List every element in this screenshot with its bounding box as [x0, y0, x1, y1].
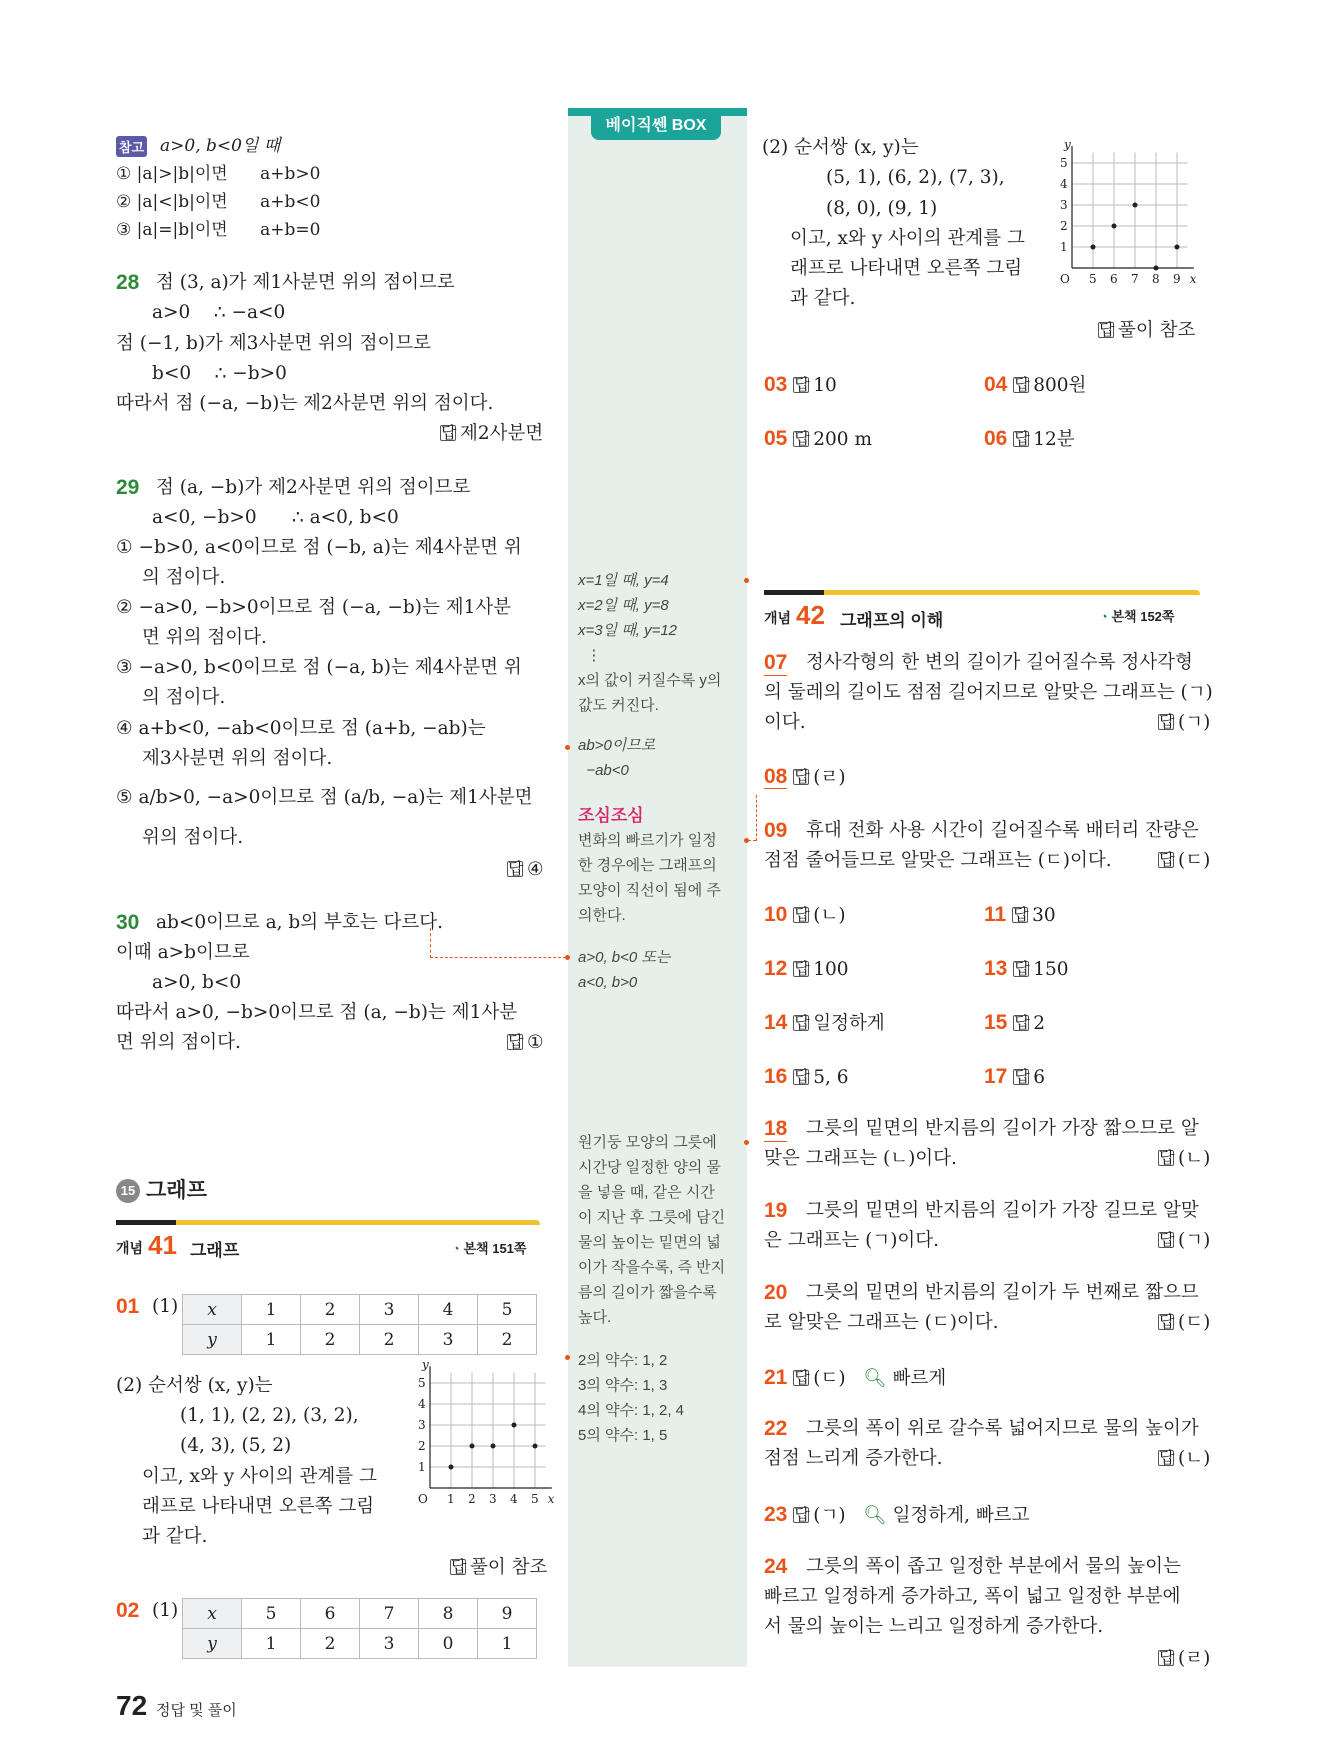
- box-line: 원기둥 모양의 그릇에: [578, 1134, 717, 1151]
- solution-line: 래프로 나타내면 오른쪽 그림: [142, 1496, 375, 1517]
- problem-number: 29: [116, 476, 140, 499]
- data-point: [470, 1444, 475, 1449]
- answer-icon: 답: [451, 1557, 467, 1576]
- box-line: x의 값이 커질수록 y의: [578, 672, 722, 689]
- solution-line: 따라서 a>0, −b>0이므로 점 (a, −b)는 제1사분: [116, 1002, 518, 1023]
- data-point: [449, 1465, 454, 1470]
- concept-title: 그래프: [190, 1241, 240, 1260]
- answer-icon: 답: [1159, 1230, 1175, 1249]
- concept-title: 그래프의 이해: [840, 611, 944, 630]
- solution-line: 이다.: [764, 712, 806, 733]
- concept-label: 개념: [764, 610, 792, 626]
- box-line: 높다.: [578, 1309, 612, 1326]
- box-line: 이가 작을수록, 즉 반지: [578, 1259, 726, 1276]
- connector-dot: [744, 578, 749, 583]
- answer-icon: 답: [794, 429, 810, 448]
- box-line: −ab<0: [578, 762, 629, 779]
- solution-line: (1, 1), (2, 2), (3, 2),: [180, 1405, 359, 1426]
- page-number: 72: [116, 1690, 148, 1721]
- answer: 답 (ㄴ): [1159, 1448, 1211, 1469]
- answer-icon: 답: [1014, 959, 1030, 978]
- box-line: ⋮: [578, 647, 602, 664]
- answer-text: ④: [527, 859, 544, 880]
- solution-line: 의 둘레의 길이도 점점 길어지므로 알맞은 그래프는 (ㄱ): [764, 682, 1213, 703]
- concept-42-header: [764, 590, 1200, 634]
- answer-icon: 답: [1013, 905, 1029, 924]
- problem-21: 21 답 (ㄷ) 🔍︎ 빠르게: [764, 1366, 947, 1389]
- answer-icon: 답: [508, 859, 524, 878]
- sub-label: (1): [152, 1296, 179, 1317]
- x-tick-label: 8: [1152, 272, 1160, 286]
- problem-number: 22: [764, 1417, 788, 1440]
- box-line: 값도 커진다.: [578, 697, 659, 714]
- answer-icon: 답: [794, 959, 810, 978]
- refresh-icon: ◔: [452, 1241, 460, 1256]
- answer-icon: 답: [1159, 712, 1175, 731]
- short-answer: 17 답 6: [984, 1065, 1046, 1088]
- solution-line: (8, 0), (9, 1): [826, 198, 938, 219]
- answer-text: 풀이 참조: [1118, 320, 1196, 341]
- box-line: 이 지난 후 그릇에 담긴: [578, 1209, 726, 1226]
- box-line: 4의 약수: 1, 2, 4: [578, 1402, 685, 1419]
- solution-line: 과 같다.: [790, 288, 856, 309]
- note-line: ② |a|<|b|이면 a+b<0: [116, 192, 321, 212]
- solution-line: 그릇의 밑면의 반지름의 길이가 가장 길므로 알맞: [806, 1200, 1199, 1221]
- data-point: [1154, 266, 1159, 271]
- answer-icon: 답: [1159, 1448, 1175, 1467]
- y-axis-label: y: [422, 1357, 429, 1372]
- magnifier-icon: 🔍︎: [863, 1505, 887, 1526]
- x-tick-label: 1: [447, 1492, 455, 1506]
- solution-line: 그릇의 폭이 좁고 일정한 부분에서 물의 높이는: [806, 1556, 1181, 1577]
- table-row: x 5 6 7 8 9: [183, 1599, 537, 1629]
- problem-number: 28: [116, 271, 140, 294]
- answer: [450, 1557, 547, 1579]
- table-row: x 1 2 3 4 5: [183, 1295, 537, 1325]
- box-line: 2의 약수: 1, 2: [578, 1352, 668, 1369]
- box-line: x=1일 때, y=4: [578, 572, 669, 589]
- solution-line: 따라서 점 (−a, −b)는 제2사분면 위의 점이다.: [116, 393, 494, 414]
- solution-line: 제3사분면 위의 점이다.: [142, 748, 333, 769]
- answer-icon: 답: [1014, 375, 1030, 394]
- answer-icon: 답: [794, 1013, 810, 1032]
- x-tick-label: 5: [531, 1492, 539, 1506]
- box-line: a>0, b<0 또는: [578, 949, 671, 966]
- answer: [440, 423, 543, 445]
- connector-line: [756, 795, 757, 841]
- solution-line: ⑤ a/b>0, −a>0이므로 점 (a/b, −a)는 제1사분면: [116, 787, 533, 808]
- answer-icon: 답: [1159, 1312, 1175, 1331]
- x-tick-label: O: [418, 1492, 428, 1506]
- data-point: [533, 1444, 538, 1449]
- solution-line: 의 점이다.: [142, 567, 226, 588]
- solution-line: ab<0이므로 a, b의 부호는 다르다.: [156, 912, 444, 933]
- connector-line: [430, 928, 431, 958]
- answer-icon: 답: [1159, 850, 1175, 869]
- solution-line: 위의 점이다.: [142, 827, 244, 848]
- data-point: [1175, 245, 1180, 250]
- answer-icon: 답: [508, 1032, 524, 1051]
- answer-icon: 답: [794, 1067, 810, 1086]
- solution-line: 과 같다.: [142, 1526, 208, 1547]
- solution-line: ④ a+b<0, −ab<0이므로 점 (a+b, −ab)는: [116, 718, 486, 739]
- short-answer: 12 답 100: [764, 957, 849, 980]
- answer-icon: 답: [1014, 1067, 1030, 1086]
- caution-title: 조심조심: [578, 806, 644, 825]
- box-line: 3의 약수: 1, 3: [578, 1377, 668, 1394]
- refresh-icon: ◔: [1100, 609, 1108, 624]
- problem-08: 08 답 (ㄹ): [764, 765, 846, 788]
- solution-line: a>0, b<0: [152, 972, 242, 993]
- solution-line: (2) 순서쌍 (x, y)는: [116, 1375, 273, 1396]
- note-line: a>0, b<0일 때: [160, 136, 281, 156]
- section-title: 그래프: [146, 1179, 207, 1202]
- value-table: [182, 1294, 537, 1355]
- box-line: 름의 길이가 짧을수록: [578, 1284, 717, 1301]
- solution-line: a>0 ∴ −a<0: [152, 302, 286, 323]
- short-answer: 15 답 2: [984, 1011, 1046, 1034]
- data-point: [1112, 224, 1117, 229]
- note-line: ③ |a|=|b|이면 a+b=0: [116, 220, 321, 240]
- x-tick-label: 6: [1110, 272, 1118, 286]
- answer-text: ①: [527, 1032, 544, 1053]
- solution-line: 점점 줄어들므로 알맞은 그래프는 (ㄷ)이다.: [764, 850, 1112, 871]
- y-tick-label: 1: [418, 1460, 426, 1474]
- solution-line: 은 그래프는 (ㄱ)이다.: [764, 1230, 940, 1251]
- short-answer: 10 답 (ㄴ): [764, 903, 846, 926]
- concept-number: 41: [148, 1230, 177, 1260]
- connector-dot: [744, 1140, 749, 1145]
- box-line: 한 경우에는 그래프의: [578, 857, 717, 874]
- answer-icon: 답: [794, 375, 810, 394]
- problem-number: 02: [116, 1599, 140, 1622]
- answer: [1098, 320, 1195, 342]
- problem-number: 07: [764, 650, 787, 676]
- table-row: y 1 2 2 3 2: [183, 1325, 537, 1355]
- x-tick-label: 3: [489, 1492, 497, 1506]
- section-number-badge: 15: [116, 1179, 140, 1203]
- data-point: [1091, 245, 1096, 250]
- x-tick-label: 4: [510, 1492, 518, 1506]
- solution-line: ③ −a>0, b<0이므로 점 (−a, b)는 제4사분면 위: [116, 657, 522, 678]
- solution-line: 점점 느리게 증가한다.: [764, 1448, 943, 1469]
- solution-line: (2) 순서쌍 (x, y)는: [762, 137, 919, 158]
- answer-text: 제2사분면: [460, 423, 544, 444]
- concept-label: 개념: [116, 1240, 144, 1256]
- solution-line: 휴대 전화 사용 시간이 길어질수록 배터리 잔량은: [806, 820, 1199, 841]
- x-tick-label: 5: [1089, 272, 1097, 286]
- y-tick-label: 4: [1060, 177, 1068, 191]
- y-tick-label: 3: [1060, 198, 1068, 212]
- solution-line: 점 (−1, b)가 제3사분면 위의 점이므로: [116, 333, 432, 354]
- box-line: 의한다.: [578, 907, 626, 924]
- table-row: y 1 2 3 0 1: [183, 1629, 537, 1659]
- box-line: 모양이 직선이 됨에 주: [578, 882, 721, 899]
- x-axis-label: x: [1189, 272, 1197, 286]
- solution-line: ① −b>0, a<0이므로 점 (−b, a)는 제4사분면 위: [116, 537, 522, 558]
- box-line: ab>0이므로: [578, 737, 656, 754]
- problem-23: 23 답 (ㄱ) 🔍︎ 일정하게, 빠르고: [764, 1503, 1030, 1526]
- short-answer: 05 답 200 m: [764, 427, 872, 450]
- connector-dot: [565, 1355, 570, 1360]
- solution-line: 점 (a, −b)가 제2사분면 위의 점이므로: [156, 477, 471, 498]
- coordinate-graph-2: [1050, 135, 1210, 290]
- connector-dot: [565, 745, 570, 750]
- problem-number: 24: [764, 1555, 788, 1578]
- x-axis-label: x: [547, 1492, 555, 1506]
- short-answer: 11 답 30: [984, 903, 1056, 926]
- box-line: 5의 약수: 1, 5: [578, 1427, 668, 1444]
- solution-line: 면 위의 점이다.: [116, 1032, 241, 1053]
- solution-line: a<0, −b>0 ∴ a<0, b<0: [152, 507, 399, 528]
- answer-icon: 답: [1099, 320, 1115, 339]
- problem-number: 09: [764, 819, 788, 842]
- connector-line: [430, 957, 566, 958]
- value-table: [182, 1598, 537, 1659]
- solution-line: 이때 a>b이므로: [116, 942, 250, 963]
- magnifier-icon: 🔍︎: [863, 1368, 887, 1389]
- solution-line: 빠르고 일정하게 증가하고, 폭이 넓고 일정한 부분에: [764, 1586, 1181, 1607]
- short-answer: 16 답 5, 6: [764, 1065, 849, 1088]
- coordinate-graph-1: [408, 1357, 555, 1510]
- answer-icon: 답: [1014, 1013, 1030, 1032]
- solution-line: 맞은 그래프는 (ㄴ)이다.: [764, 1148, 957, 1169]
- concept-ref: ◔ 본책 151쪽: [452, 1241, 527, 1256]
- y-tick-label: 3: [418, 1418, 426, 1432]
- answer: [507, 859, 544, 881]
- solution-line: 그릇의 밑면의 반지름의 길이가 두 번째로 짧으므: [806, 1282, 1199, 1303]
- answer-icon: 답: [441, 423, 457, 442]
- answer-icon: 답: [794, 905, 810, 924]
- answer-text: 풀이 참조: [470, 1557, 548, 1578]
- solution-line: 의 점이다.: [142, 687, 226, 708]
- answer: 답 (ㄴ): [1159, 1148, 1211, 1169]
- box-line: x=3일 때, y=12: [578, 622, 678, 639]
- answer-icon: 답: [1159, 1148, 1175, 1167]
- answer: 답 (ㄷ): [1159, 1312, 1211, 1333]
- concept-41-header: [116, 1220, 540, 1264]
- x-tick-label: 2: [468, 1492, 476, 1506]
- solution-line: (5, 1), (6, 2), (7, 3),: [826, 167, 1005, 188]
- sub-label: (1): [152, 1600, 179, 1621]
- problem-number: 30: [116, 911, 140, 934]
- note-line: ① |a|>|b|이면 a+b>0: [116, 164, 321, 184]
- solution-line: 로 알맞은 그래프는 (ㄷ)이다.: [764, 1312, 999, 1333]
- short-answer: 14 답 일정하게: [764, 1011, 885, 1034]
- answer-icon: 답: [794, 1505, 810, 1524]
- connector-line: [748, 840, 756, 841]
- short-answer: 06 답 12분: [984, 427, 1075, 450]
- solution-line: 그릇의 밑면의 반지름의 길이가 가장 짧으므로 알: [806, 1118, 1199, 1139]
- problem-number: 20: [764, 1281, 788, 1304]
- answer-icon: 답: [794, 1368, 810, 1387]
- answer-icon: 답: [794, 767, 810, 786]
- concept-number: 42: [796, 600, 825, 630]
- solution-line: 정사각형의 한 변의 길이가 길어질수록 정사각형: [806, 652, 1193, 673]
- y-tick-label: 1: [1060, 240, 1068, 254]
- answer: 답 (ㄱ): [1159, 1230, 1211, 1251]
- solution-line: 서 물의 높이는 느리고 일정하게 증가한다.: [764, 1616, 1104, 1637]
- solution-line: (4, 3), (5, 2): [180, 1435, 292, 1456]
- concept-ref: ◔ 본책 152쪽: [1100, 609, 1175, 624]
- answer: 답 (ㄷ): [1159, 850, 1211, 871]
- data-point: [1133, 203, 1138, 208]
- solution-line: 그릇의 폭이 위로 갈수록 넓어지므로 물의 높이가: [806, 1418, 1199, 1439]
- answer: 답 (ㄹ): [1159, 1648, 1211, 1669]
- answer-icon: 답: [1014, 429, 1030, 448]
- box-line: a<0, b>0: [578, 974, 638, 991]
- answer-icon: 답: [1159, 1648, 1175, 1667]
- data-point: [512, 1423, 517, 1428]
- box-line: 물의 높이는 밑면의 넓: [578, 1234, 721, 1251]
- note-tag: 참고: [116, 136, 147, 157]
- data-point: [491, 1444, 496, 1449]
- y-axis-label: y: [1064, 137, 1071, 152]
- solution-line: b<0 ∴ −b>0: [152, 363, 287, 384]
- short-answer: 03 답 10: [764, 373, 837, 396]
- box-line: 시간당 일정한 양의 물: [578, 1159, 721, 1176]
- short-answer: 04 답 800원: [984, 373, 1087, 396]
- solution-line: ② −a>0, −b>0이므로 점 (−a, −b)는 제1사분: [116, 597, 512, 618]
- x-tick-label: 7: [1131, 272, 1139, 286]
- x-tick-label: 9: [1173, 272, 1181, 286]
- problem-number: 01: [116, 1295, 140, 1318]
- page-label: 정답 및 풀이: [156, 1702, 237, 1719]
- answer: 답 (ㄱ): [1159, 712, 1211, 733]
- problem-number: 18: [764, 1116, 787, 1142]
- box-line: 을 넣을 때, 같은 시간: [578, 1184, 715, 1201]
- short-answer: 13 답 150: [984, 957, 1069, 980]
- y-tick-label: 2: [418, 1439, 426, 1453]
- box-line: 변화의 빠르기가 일정: [578, 832, 717, 849]
- solution-line: 면 위의 점이다.: [142, 627, 267, 648]
- answer: [507, 1032, 544, 1054]
- solution-line: 점 (3, a)가 제1사분면 위의 점이므로: [156, 272, 455, 293]
- y-tick-label: 2: [1060, 219, 1068, 233]
- solution-line: 이고, x와 y 사이의 관계를 그: [142, 1466, 377, 1487]
- x-tick-label: O: [1060, 272, 1070, 286]
- y-tick-label: 5: [1060, 156, 1068, 170]
- basic-box-title: 베이직쎈 BOX: [591, 111, 721, 140]
- y-tick-label: 4: [418, 1397, 426, 1411]
- box-line: x=2일 때, y=8: [578, 597, 669, 614]
- y-tick-label: 5: [418, 1376, 426, 1390]
- problem-number: 19: [764, 1199, 788, 1222]
- solution-line: 래프로 나타내면 오른쪽 그림: [790, 258, 1023, 279]
- solution-line: 이고, x와 y 사이의 관계를 그: [790, 228, 1025, 249]
